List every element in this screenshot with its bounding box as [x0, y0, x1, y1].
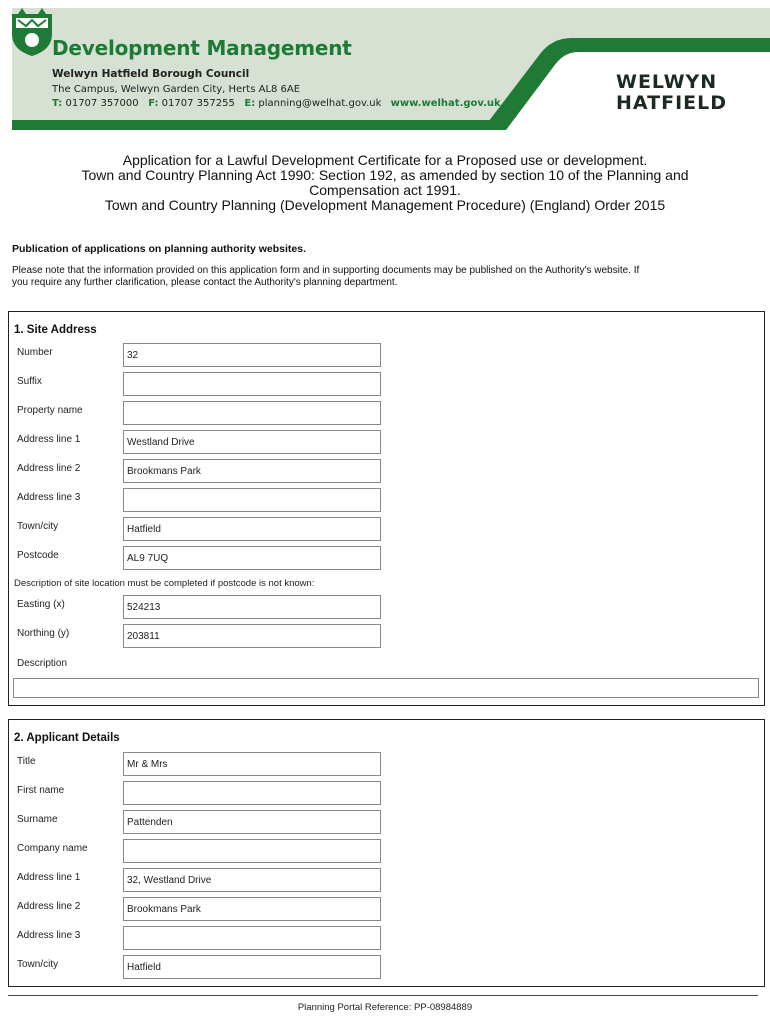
- logo-line-1: WELWYN: [616, 71, 718, 93]
- address-line-3-field[interactable]: [123, 926, 381, 950]
- description-label: Description: [17, 658, 68, 669]
- description-field[interactable]: [13, 678, 759, 698]
- suffix-field[interactable]: [123, 372, 381, 396]
- website-link[interactable]: www.welhat.gov.uk: [390, 98, 501, 109]
- form-heading: [20, 153, 750, 213]
- number-label: Number: [17, 347, 53, 358]
- section-title: 1. Site Address: [14, 324, 97, 336]
- applicant-details-section: [8, 719, 765, 987]
- surname-field[interactable]: Pattenden: [123, 810, 381, 834]
- address-line-2-label: Address line 2: [17, 463, 81, 474]
- address-line-2-field[interactable]: Brookmans Park: [123, 897, 381, 921]
- address-line-1-field[interactable]: Westland Drive: [123, 430, 381, 454]
- address-line-1-label: Address line 1: [17, 434, 81, 445]
- title-field[interactable]: Mr & Mrs: [123, 752, 381, 776]
- tel-number: 01707 357000: [65, 98, 139, 109]
- address-line-3-label: Address line 3: [17, 930, 81, 941]
- first-name-label: First name: [17, 785, 65, 796]
- council-crest-icon: [12, 8, 52, 56]
- town-city-label: Town/city: [17, 521, 59, 532]
- publication-text-line-1: Please note that the information provided on this application form and in supporting documents may be published on the Authority's website. If: [12, 265, 640, 276]
- header-banner: [12, 8, 770, 130]
- site-address-section: [8, 311, 765, 706]
- town-city-field[interactable]: Hatfield: [123, 517, 381, 541]
- form-heading-line-4: Town and Country Planning (Development Management Procedure) (England) Order 2015: [104, 197, 666, 213]
- company-name-label: Company name: [17, 843, 88, 854]
- property-name-field[interactable]: [123, 401, 381, 425]
- site-location-note: Description of site location must be completed if postcode is not known:: [14, 578, 315, 589]
- property-name-label: Property name: [17, 405, 83, 416]
- northing-label: Northing (y): [17, 628, 70, 639]
- surname-label: Surname: [17, 814, 58, 825]
- postcode-field[interactable]: AL9 7UQ: [123, 546, 381, 570]
- number-field[interactable]: 32: [123, 343, 381, 367]
- contact-line: [52, 98, 501, 109]
- suffix-label: Suffix: [17, 376, 42, 387]
- section-title: 2. Applicant Details: [14, 732, 120, 744]
- footer-divider: [8, 995, 758, 996]
- town-city-field[interactable]: Hatfield: [123, 955, 381, 979]
- form-heading-line-1: Application for a Lawful Development Certificate for a Proposed use or development.: [122, 152, 648, 168]
- easting-label: Easting (x): [17, 599, 65, 610]
- title-label: Title: [17, 756, 36, 767]
- first-name-field[interactable]: [123, 781, 381, 805]
- fax-label: F:: [148, 98, 159, 109]
- email-address[interactable]: planning@welhat.gov.uk: [258, 98, 382, 109]
- tel-label: T:: [52, 98, 63, 109]
- publication-title: Publication of applications on planning authority websites.: [12, 243, 307, 255]
- publication-notice: [12, 265, 762, 288]
- council-logo-text: [616, 72, 727, 114]
- logo-line-2: HATFIELD: [616, 92, 727, 114]
- easting-field[interactable]: 524213: [123, 595, 381, 619]
- address-line-3-label: Address line 3: [17, 492, 81, 503]
- council-name: Welwyn Hatfield Borough Council: [52, 68, 250, 80]
- form-heading-line-3: Compensation act 1991.: [309, 182, 461, 198]
- address-line-1-label: Address line 1: [17, 872, 81, 883]
- address-line-3-field[interactable]: [123, 488, 381, 512]
- fax-number: 01707 357255: [161, 98, 235, 109]
- address-line-1-field[interactable]: 32, Westland Drive: [123, 868, 381, 892]
- address-line-2-label: Address line 2: [17, 901, 81, 912]
- address-line-2-field[interactable]: Brookmans Park: [123, 459, 381, 483]
- company-name-field[interactable]: [123, 839, 381, 863]
- planning-portal-reference: Planning Portal Reference: PP-08984889: [297, 1002, 473, 1013]
- publication-text-line-2: you require any further clarification, please contact the Authority's planning department.: [12, 276, 398, 288]
- town-city-label: Town/city: [17, 959, 59, 970]
- form-heading-line-2: Town and Country Planning Act 1990: Section 192, as amended by section 10 of the Planning and: [81, 167, 689, 183]
- postcode-label: Postcode: [17, 550, 59, 561]
- email-label: E:: [244, 98, 256, 109]
- department-title: Development Management: [52, 36, 352, 60]
- council-address: The Campus, Welwyn Garden City, Herts AL8 6AE: [52, 84, 301, 95]
- northing-field[interactable]: 203811: [123, 624, 381, 648]
